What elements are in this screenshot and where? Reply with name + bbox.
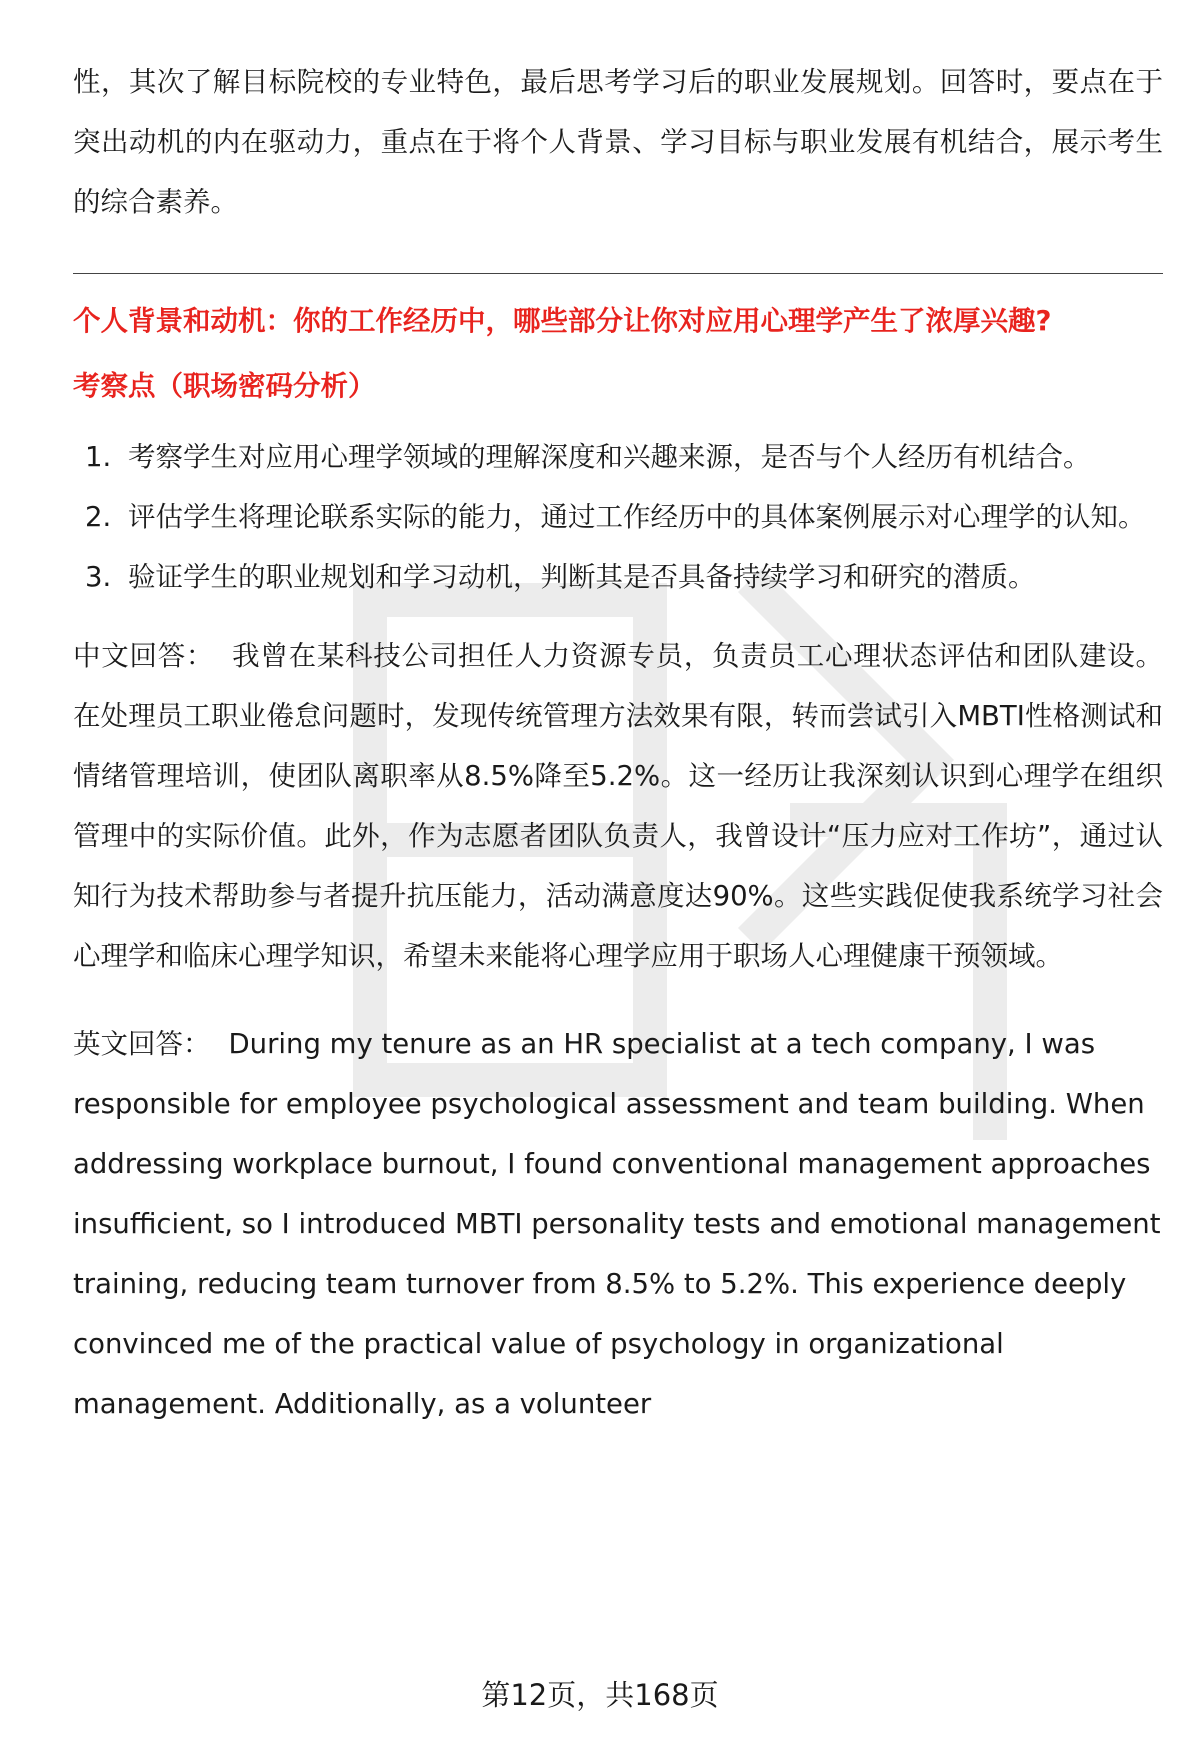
assessment-point [73,547,1163,607]
chinese-answer [73,626,1163,986]
assessment-point [73,487,1163,547]
point-number: 1. [85,441,112,473]
point-text: 评估学生将理论联系实际的能力，通过工作经历中的具体案例展示对心理学的认知。 [128,501,1146,533]
document-page [73,52,1163,1434]
english-answer [73,1014,1163,1434]
english-answer-text: During my tenure as an HR specialist at a tech company, I was responsible for employee psychological assessment and team building. When addressing workplace burnout, I found conventional management approaches insufficient, so I introduced MBTI personality tests and emotional management training, reducing team turnover from 8.5% to 5.2%. This experience deeply convinced me of the practical value of psychology in organizational management. Additionally, as a volunteer [73,1028,1161,1420]
question-heading: 个人背景和动机：你的工作经历中，哪些部分让你对应用心理学产生了浓厚兴趣? [73,305,1052,337]
point-text: 验证学生的职业规划和学习动机，判断其是否具备持续学习和研究的潜质。 [128,561,1036,593]
point-text: 考察学生对应用心理学领域的理解深度和兴趣来源，是否与个人经历有机结合。 [128,441,1091,473]
chinese-answer-text: 我曾在某科技公司担任人力资源专员，负责员工心理状态评估和团队建设。在处理员工职业倦怠问题时，发现传统管理方法效果有限，转而尝试引入MBTI性格测试和情绪管理培训，使团队离职率从8.5%降至5.2%。这一经历让我深刻认识到心理学在组织管理中的实际价值。此外，作为志愿者团队负责人，我曾设计“压力应对工作坊”，通过认知行为技术帮助参与者提升抗压能力，活动满意度达90%。这些实践促使我系统学习社会心理学和临床心理学知识，希望未来能将心理学应用于职场人心理健康干预领域。 [73,640,1164,972]
chinese-answer-label: 中文回答： [73,640,215,672]
intro-paragraph: 性，其次了解目标院校的专业特色，最后思考学习后的职业发展规划。回答时，要点在于突出动机的内在驱动力，重点在于将个人背景、学习目标与职业发展有机结合，展示考生的综合素养。 [73,66,1163,218]
section-divider [73,273,1163,274]
assessment-points-list [73,427,1163,607]
english-answer-label: 英文回答： [73,1028,211,1060]
assessment-point [73,427,1163,487]
page-footer: 第12页，共168页 [481,1678,719,1712]
assessment-title: 考察点（职场密码分析） [73,370,376,402]
point-number: 2. [85,501,112,533]
point-number: 3. [85,561,112,593]
